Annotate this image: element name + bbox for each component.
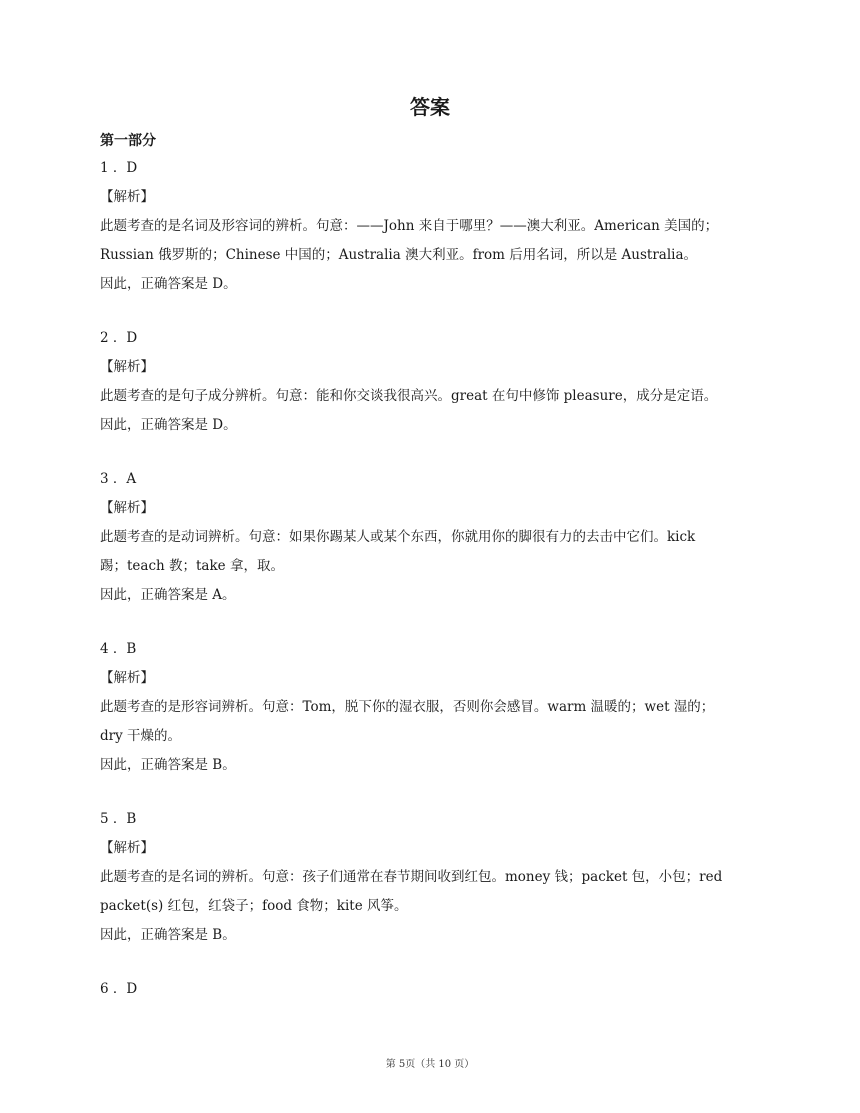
analysis-text-line: 此题考查的是形容词辨析。句意：Tom，脱下你的湿衣服，否则你会感冒。warm 温暖的；wet 湿的； <box>100 699 715 715</box>
answer-item-2 <box>100 324 760 440</box>
answer-body <box>100 154 760 1004</box>
analysis-conclusion: 因此，正确答案是 B。 <box>100 927 236 943</box>
answer-number: 3 ．A <box>100 471 137 487</box>
answer-number: 5 ．B <box>100 811 137 827</box>
answer-number: 1 ．D <box>100 160 138 176</box>
analysis-conclusion: 因此，正确答案是 D。 <box>100 276 237 292</box>
answer-item-3 <box>100 465 760 610</box>
analysis-text-line: packet(s) 红包，红袋子；food 食物；kite 风筝。 <box>100 898 408 914</box>
analysis-label: 【解析】 <box>100 500 154 516</box>
analysis-label: 【解析】 <box>100 670 154 686</box>
analysis-conclusion: 因此，正确答案是 D。 <box>100 417 237 433</box>
answer-number: 2 ．D <box>100 330 138 346</box>
analysis-label: 【解析】 <box>100 840 154 856</box>
answer-item-1 <box>100 154 760 299</box>
analysis-label: 【解析】 <box>100 189 154 205</box>
analysis-text-line: dry 干燥的。 <box>100 728 182 744</box>
analysis-conclusion: 因此，正确答案是 A。 <box>100 587 236 603</box>
section-heading: 第一部分 <box>100 133 156 149</box>
page-title: 答案 <box>410 95 450 119</box>
answer-number: 4 ．B <box>100 641 137 657</box>
analysis-text-line: 此题考查的是名词及形容词的辨析。句意：——John 来自于哪里？——澳大利亚。American 美国的； <box>100 218 719 234</box>
answer-item-5 <box>100 805 760 950</box>
analysis-text-line: 此题考查的是句子成分辨析。句意：能和你交谈我很高兴。great 在句中修饰 pleasure，成分是定语。 <box>100 388 718 404</box>
answer-item-6 <box>100 975 760 1004</box>
answer-item-4 <box>100 635 760 780</box>
analysis-text-line: 踢；teach 教；take 拿，取。 <box>100 558 284 574</box>
analysis-text-line: Russian 俄罗斯的；Chinese 中国的；Australia 澳大利亚。from 后用名词，所以是 Australia。 <box>100 247 698 263</box>
analysis-label: 【解析】 <box>100 359 154 375</box>
page-footer: 第 5页（共 10 页） <box>385 1059 475 1070</box>
answer-number: 6 ．D <box>100 981 138 997</box>
analysis-conclusion: 因此，正确答案是 B。 <box>100 757 236 773</box>
analysis-text-line: 此题考查的是动词辨析。句意：如果你踢某人或某个东西，你就用你的脚很有力的去击中它们。kick <box>100 529 696 545</box>
analysis-text-line: 此题考查的是名词的辨析。句意：孩子们通常在春节期间收到红包。money 钱；packet 包，小包；red <box>100 869 723 885</box>
